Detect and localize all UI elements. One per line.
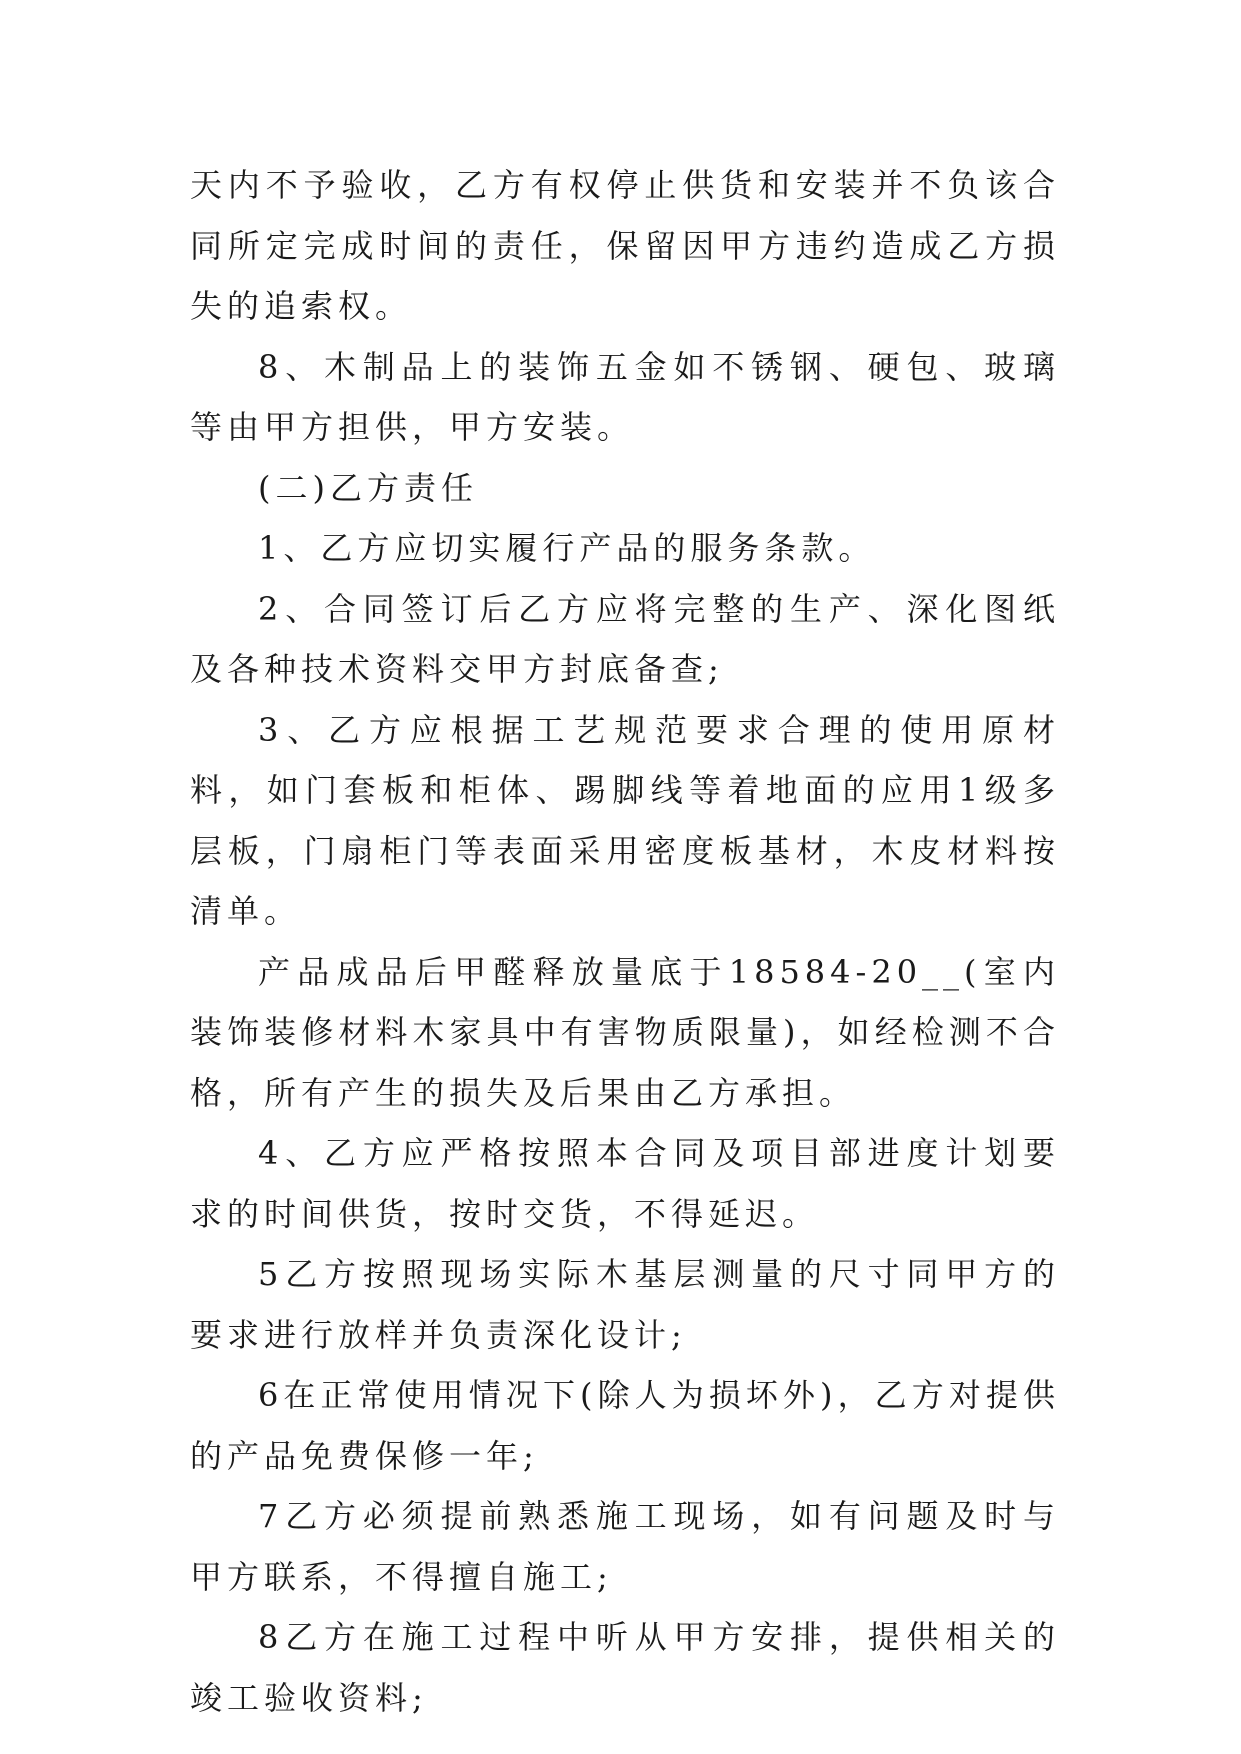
paragraph: 8乙方在施工过程中听从甲方安排，提供相关的竣工验收资料; — [190, 1618, 1060, 1717]
paragraph: 产品成品后甲醛释放量底于18584-20__(室内装饰装修材料木家具中有害物质限量)，如经检测不合格，所有产生的损失及后果由乙方承担。 — [190, 952, 1060, 1112]
paragraph: 5乙方按照现场实际木基层测量的尺寸同甲方的要求进行放样并负责深化设计; — [190, 1255, 1060, 1354]
paragraph: 6在正常使用情况下(除人为损坏外)，乙方对提供的产品免费保修一年; — [190, 1376, 1060, 1475]
paragraph: 2、合同签订后乙方应将完整的生产、深化图纸及各种技术资料交甲方封底备查; — [190, 589, 1060, 688]
paragraph: 8、木制品上的装饰五金如不锈钢、硬包、玻璃等由甲方担供，甲方安装。 — [190, 347, 1060, 446]
section-heading: (二)乙方责任 — [258, 468, 478, 507]
paragraph: 天内不予验收，乙方有权停止供货和安装并不负该合同所定完成时间的责任，保留因甲方违约造成乙方损失的追索权。 — [190, 166, 1060, 325]
paragraph: 4、乙方应严格按照本合同及项目部进度计划要求的时间供货，按时交货，不得延迟。 — [190, 1134, 1060, 1233]
paragraph: 7乙方必须提前熟悉施工现场，如有问题及时与甲方联系，不得擅自施工; — [190, 1497, 1060, 1596]
paragraph: 3、乙方应根据工艺规范要求合理的使用原材料，如门套板和柜体、踢脚线等着地面的应用1级多层板，门扇柜门等表面采用密度板基材，木皮材料按清单。 — [190, 710, 1060, 930]
paragraph: 1、乙方应切实履行产品的服务条款。 — [258, 529, 876, 567]
document-body — [190, 155, 1060, 1728]
